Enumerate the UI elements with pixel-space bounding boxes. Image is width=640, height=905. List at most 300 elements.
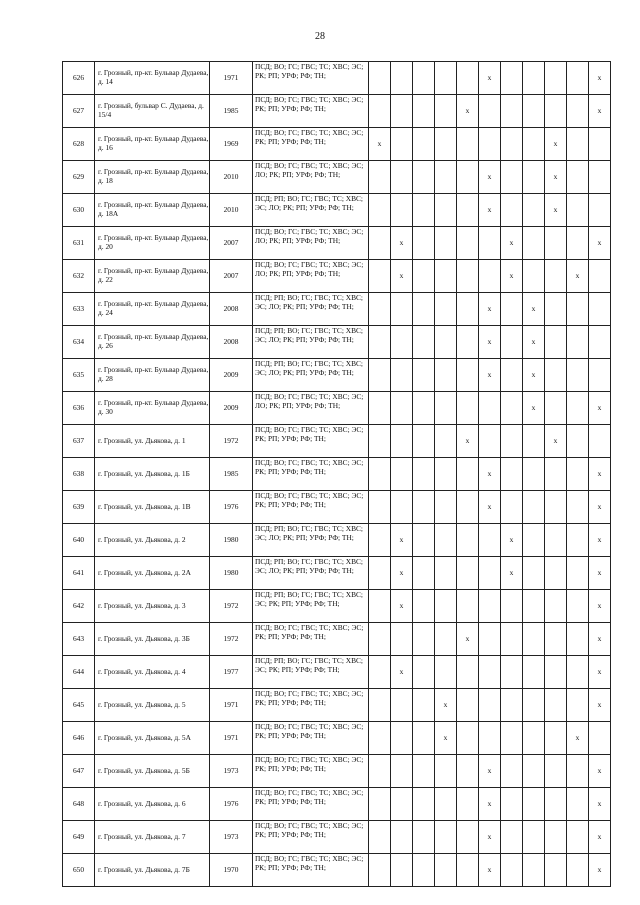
period-mark-cell — [413, 524, 435, 557]
period-mark-cell — [413, 755, 435, 788]
construction-year: 2008 — [210, 326, 253, 359]
period-mark-cell — [523, 293, 545, 326]
period-mark-cell — [523, 392, 545, 425]
period-mark-cell — [369, 656, 391, 689]
period-mark-cell — [501, 293, 523, 326]
mark-x: x — [597, 567, 602, 577]
period-mark-cell — [391, 293, 413, 326]
mark-x: x — [443, 732, 448, 742]
table-row — [63, 95, 611, 128]
period-mark-cell — [589, 524, 611, 557]
period-mark-cell — [523, 623, 545, 656]
row-number: 639 — [63, 491, 95, 524]
building-systems: ПСД; ВО; ГС; ГВС; ТС; ХВС; ЭС; РК; РП; УРФ; РФ; ТН; — [253, 95, 369, 128]
mark-x: x — [399, 270, 404, 280]
period-mark-cell — [589, 392, 611, 425]
building-systems: ПСД; РП; ВО; ГС; ГВС; ТС; ХВС; ЭС; ЛО; РК; РП; УРФ; РФ; ТН; — [253, 194, 369, 227]
mark-x: x — [399, 666, 404, 676]
period-mark-cell — [479, 359, 501, 392]
period-mark-cell — [413, 557, 435, 590]
table-row — [63, 293, 611, 326]
period-mark-cell — [435, 128, 457, 161]
building-systems: ПСД; ВО; ГС; ГВС; ТС; ХВС; ЭС; РК; РП; УРФ; РФ; ТН; — [253, 491, 369, 524]
table-row — [63, 491, 611, 524]
mark-x: x — [597, 633, 602, 643]
building-systems: ПСД; ВО; ГС; ГВС; ТС; ХВС; ЭС; РК; РП; УРФ; РФ; ТН; — [253, 722, 369, 755]
period-mark-cell — [479, 128, 501, 161]
building-systems: ПСД; ВО; ГС; ГВС; ТС; ХВС; ЭС; РК; РП; УРФ; РФ; ТН; — [253, 788, 369, 821]
period-mark-cell — [523, 260, 545, 293]
period-mark-cell — [391, 755, 413, 788]
building-systems: ПСД; ВО; ГС; ГВС; ТС; ХВС; ЭС; РК; РП; УРФ; РФ; ТН; — [253, 425, 369, 458]
building-systems: ПСД; РП; ВО; ГС; ГВС; ТС; ХВС; ЭС; ЛО; РК; РП; УРФ; РФ; ТН; — [253, 326, 369, 359]
period-mark-cell — [567, 128, 589, 161]
period-mark-cell — [589, 656, 611, 689]
period-mark-cell — [369, 227, 391, 260]
period-mark-cell — [501, 491, 523, 524]
mark-x: x — [597, 798, 602, 808]
construction-year: 1976 — [210, 788, 253, 821]
table-row — [63, 62, 611, 95]
period-mark-cell — [391, 260, 413, 293]
construction-year: 1977 — [210, 656, 253, 689]
period-mark-cell — [457, 194, 479, 227]
period-mark-cell — [479, 854, 501, 887]
period-mark-cell — [567, 590, 589, 623]
period-mark-cell — [501, 458, 523, 491]
building-address: г. Грозный, пр-кт. Бульвар Дудаева, д. 22 — [95, 260, 210, 293]
period-mark-cell — [567, 359, 589, 392]
period-mark-cell — [523, 326, 545, 359]
period-mark-cell — [589, 260, 611, 293]
period-mark-cell — [567, 227, 589, 260]
period-mark-cell — [457, 359, 479, 392]
mark-x: x — [553, 435, 558, 445]
building-address: г. Грозный, пр-кт. Бульвар Дудаева, д. 16 — [95, 128, 210, 161]
period-mark-cell — [391, 359, 413, 392]
period-mark-cell — [567, 62, 589, 95]
construction-year: 1972 — [210, 425, 253, 458]
period-mark-cell — [391, 425, 413, 458]
period-mark-cell — [523, 722, 545, 755]
table-row — [63, 458, 611, 491]
construction-year: 1980 — [210, 557, 253, 590]
mark-x: x — [597, 864, 602, 874]
period-mark-cell — [457, 95, 479, 128]
table-body — [63, 62, 611, 887]
mark-x: x — [553, 171, 558, 181]
period-mark-cell — [589, 62, 611, 95]
building-address: г. Грозный, ул. Дьякова, д. 5 — [95, 689, 210, 722]
period-mark-cell — [369, 293, 391, 326]
construction-year: 2007 — [210, 260, 253, 293]
period-mark-cell — [545, 656, 567, 689]
period-mark-cell — [589, 821, 611, 854]
period-mark-cell — [435, 557, 457, 590]
mark-x: x — [399, 600, 404, 610]
construction-year: 1976 — [210, 491, 253, 524]
period-mark-cell — [391, 194, 413, 227]
period-mark-cell — [589, 491, 611, 524]
period-mark-cell — [589, 326, 611, 359]
period-mark-cell — [589, 458, 611, 491]
mark-x: x — [487, 468, 492, 478]
building-systems: ПСД; ВО; ГС; ГВС; ТС; ХВС; ЭС; РК; РП; УРФ; РФ; ТН; — [253, 623, 369, 656]
mark-x: x — [597, 600, 602, 610]
period-mark-cell — [413, 326, 435, 359]
period-mark-cell — [457, 854, 479, 887]
period-mark-cell — [479, 491, 501, 524]
period-mark-cell — [545, 161, 567, 194]
period-mark-cell — [413, 392, 435, 425]
period-mark-cell — [501, 62, 523, 95]
period-mark-cell — [457, 821, 479, 854]
period-mark-cell — [391, 623, 413, 656]
period-mark-cell — [435, 491, 457, 524]
period-mark-cell — [479, 194, 501, 227]
mark-x: x — [487, 369, 492, 379]
mark-x: x — [465, 435, 470, 445]
period-mark-cell — [589, 128, 611, 161]
period-mark-cell — [501, 623, 523, 656]
period-mark-cell — [567, 95, 589, 128]
table-row — [63, 854, 611, 887]
period-mark-cell — [457, 788, 479, 821]
period-mark-cell — [589, 689, 611, 722]
period-mark-cell — [391, 161, 413, 194]
period-mark-cell — [413, 161, 435, 194]
period-mark-cell — [413, 656, 435, 689]
mark-x: x — [377, 138, 382, 148]
building-systems: ПСД; ВО; ГС; ГВС; ТС; ХВС; ЭС; РК; РП; УРФ; РФ; ТН; — [253, 128, 369, 161]
period-mark-cell — [545, 524, 567, 557]
period-mark-cell — [369, 524, 391, 557]
period-mark-cell — [567, 722, 589, 755]
building-address: г. Грозный, пр-кт. Бульвар Дудаева, д. 24 — [95, 293, 210, 326]
period-mark-cell — [479, 227, 501, 260]
period-mark-cell — [413, 95, 435, 128]
mark-x: x — [487, 765, 492, 775]
period-mark-cell — [391, 128, 413, 161]
table-row — [63, 821, 611, 854]
mark-x: x — [531, 402, 536, 412]
row-number: 650 — [63, 854, 95, 887]
mark-x: x — [509, 534, 514, 544]
period-mark-cell — [457, 458, 479, 491]
mark-x: x — [465, 105, 470, 115]
mark-x: x — [399, 534, 404, 544]
period-mark-cell — [457, 656, 479, 689]
building-address: г. Грозный, ул. Дьякова, д. 3Б — [95, 623, 210, 656]
period-mark-cell — [435, 524, 457, 557]
period-mark-cell — [479, 590, 501, 623]
period-mark-cell — [545, 722, 567, 755]
period-mark-cell — [457, 689, 479, 722]
period-mark-cell — [479, 62, 501, 95]
row-number: 634 — [63, 326, 95, 359]
period-mark-cell — [369, 128, 391, 161]
period-mark-cell — [457, 392, 479, 425]
period-mark-cell — [589, 359, 611, 392]
building-address: г. Грозный, ул. Дьякова, д. 4 — [95, 656, 210, 689]
period-mark-cell — [435, 656, 457, 689]
period-mark-cell — [567, 524, 589, 557]
period-mark-cell — [391, 854, 413, 887]
period-mark-cell — [435, 854, 457, 887]
period-mark-cell — [413, 359, 435, 392]
construction-year: 1971 — [210, 62, 253, 95]
mark-x: x — [597, 72, 602, 82]
mark-x: x — [509, 567, 514, 577]
period-mark-cell — [413, 458, 435, 491]
period-mark-cell — [413, 854, 435, 887]
period-mark-cell — [369, 392, 391, 425]
period-mark-cell — [501, 821, 523, 854]
row-number: 628 — [63, 128, 95, 161]
period-mark-cell — [523, 425, 545, 458]
period-mark-cell — [567, 293, 589, 326]
period-mark-cell — [435, 326, 457, 359]
period-mark-cell — [545, 623, 567, 656]
period-mark-cell — [413, 722, 435, 755]
row-number: 646 — [63, 722, 95, 755]
mark-x: x — [531, 303, 536, 313]
period-mark-cell — [523, 227, 545, 260]
table-row — [63, 590, 611, 623]
period-mark-cell — [545, 62, 567, 95]
period-mark-cell — [523, 524, 545, 557]
row-number: 649 — [63, 821, 95, 854]
period-mark-cell — [435, 392, 457, 425]
mark-x: x — [487, 303, 492, 313]
construction-year: 1985 — [210, 458, 253, 491]
row-number: 647 — [63, 755, 95, 788]
period-mark-cell — [523, 854, 545, 887]
period-mark-cell — [501, 260, 523, 293]
mark-x: x — [487, 336, 492, 346]
construction-year: 1971 — [210, 722, 253, 755]
period-mark-cell — [523, 194, 545, 227]
period-mark-cell — [567, 194, 589, 227]
period-mark-cell — [457, 161, 479, 194]
mark-x: x — [553, 204, 558, 214]
period-mark-cell — [501, 425, 523, 458]
row-number: 636 — [63, 392, 95, 425]
building-systems: ПСД; ВО; ГС; ГВС; ТС; ХВС; ЭС; РК; РП; УРФ; РФ; ТН; — [253, 821, 369, 854]
period-mark-cell — [479, 722, 501, 755]
mark-x: x — [597, 237, 602, 247]
building-address: г. Грозный, пр-кт. Бульвар Дудаева, д. 26 — [95, 326, 210, 359]
row-number: 632 — [63, 260, 95, 293]
period-mark-cell — [369, 590, 391, 623]
period-mark-cell — [479, 788, 501, 821]
period-mark-cell — [545, 359, 567, 392]
period-mark-cell — [391, 227, 413, 260]
building-address: г. Грозный, пр-кт. Бульвар Дудаева, д. 30 — [95, 392, 210, 425]
period-mark-cell — [567, 260, 589, 293]
building-systems: ПСД; ВО; ГС; ГВС; ТС; ХВС; ЭС; ЛО; РК; РП; УРФ; РФ; ТН; — [253, 260, 369, 293]
period-mark-cell — [523, 458, 545, 491]
period-mark-cell — [457, 557, 479, 590]
period-mark-cell — [413, 227, 435, 260]
period-mark-cell — [413, 293, 435, 326]
period-mark-cell — [391, 788, 413, 821]
period-mark-cell — [479, 425, 501, 458]
period-mark-cell — [589, 854, 611, 887]
period-mark-cell — [501, 95, 523, 128]
period-mark-cell — [589, 227, 611, 260]
period-mark-cell — [501, 128, 523, 161]
period-mark-cell — [457, 227, 479, 260]
building-systems: ПСД; РП; ВО; ГС; ГВС; ТС; ХВС; ЭС; ЛО; РК; РП; УРФ; РФ; ТН; — [253, 293, 369, 326]
building-address: г. Грозный, ул. Дьякова, д. 7 — [95, 821, 210, 854]
period-mark-cell — [523, 161, 545, 194]
period-mark-cell — [391, 524, 413, 557]
period-mark-cell — [479, 326, 501, 359]
period-mark-cell — [501, 227, 523, 260]
building-systems: ПСД; РП; ВО; ГС; ГВС; ТС; ХВС; ЭС; РК; РП; УРФ; РФ; ТН; — [253, 590, 369, 623]
mark-x: x — [575, 270, 580, 280]
period-mark-cell — [435, 425, 457, 458]
period-mark-cell — [435, 227, 457, 260]
period-mark-cell — [435, 458, 457, 491]
table-row — [63, 788, 611, 821]
period-mark-cell — [413, 260, 435, 293]
period-mark-cell — [589, 590, 611, 623]
period-mark-cell — [369, 260, 391, 293]
period-mark-cell — [545, 425, 567, 458]
period-mark-cell — [479, 293, 501, 326]
building-systems: ПСД; РП; ВО; ГС; ГВС; ТС; ХВС; ЭС; ЛО; РК; РП; УРФ; РФ; ТН; — [253, 524, 369, 557]
period-mark-cell — [435, 590, 457, 623]
building-address: г. Грозный, пр-кт. Бульвар Дудаева, д. 18А — [95, 194, 210, 227]
period-mark-cell — [369, 425, 391, 458]
mark-x: x — [487, 204, 492, 214]
row-number: 631 — [63, 227, 95, 260]
period-mark-cell — [589, 293, 611, 326]
period-mark-cell — [545, 326, 567, 359]
table-row — [63, 227, 611, 260]
row-number: 626 — [63, 62, 95, 95]
period-mark-cell — [369, 755, 391, 788]
mark-x: x — [487, 72, 492, 82]
period-mark-cell — [589, 95, 611, 128]
period-mark-cell — [435, 821, 457, 854]
period-mark-cell — [435, 359, 457, 392]
period-mark-cell — [567, 788, 589, 821]
period-mark-cell — [501, 689, 523, 722]
period-mark-cell — [369, 788, 391, 821]
building-systems: ПСД; РП; ВО; ГС; ГВС; ТС; ХВС; ЭС; ЛО; РК; РП; УРФ; РФ; ТН; — [253, 359, 369, 392]
period-mark-cell — [457, 326, 479, 359]
mark-x: x — [597, 501, 602, 511]
period-mark-cell — [523, 359, 545, 392]
period-mark-cell — [567, 161, 589, 194]
period-mark-cell — [523, 95, 545, 128]
construction-year: 2009 — [210, 392, 253, 425]
mark-x: x — [575, 732, 580, 742]
period-mark-cell — [567, 491, 589, 524]
period-mark-cell — [479, 821, 501, 854]
period-mark-cell — [457, 590, 479, 623]
construction-year: 1970 — [210, 854, 253, 887]
period-mark-cell — [457, 62, 479, 95]
row-number: 633 — [63, 293, 95, 326]
building-address: г. Грозный, пр-кт. Бульвар Дудаева, д. 18 — [95, 161, 210, 194]
period-mark-cell — [589, 161, 611, 194]
row-number: 627 — [63, 95, 95, 128]
mark-x: x — [597, 765, 602, 775]
building-address: г. Грозный, пр-кт. Бульвар Дудаева, д. 20 — [95, 227, 210, 260]
mark-x: x — [465, 633, 470, 643]
table-row — [63, 689, 611, 722]
table-row — [63, 656, 611, 689]
period-mark-cell — [567, 557, 589, 590]
period-mark-cell — [501, 590, 523, 623]
period-mark-cell — [369, 623, 391, 656]
building-address: г. Грозный, бульвар С. Дудаева, д. 15/4 — [95, 95, 210, 128]
period-mark-cell — [479, 623, 501, 656]
period-mark-cell — [479, 392, 501, 425]
period-mark-cell — [545, 260, 567, 293]
period-mark-cell — [523, 491, 545, 524]
period-mark-cell — [567, 458, 589, 491]
period-mark-cell — [523, 689, 545, 722]
period-mark-cell — [567, 425, 589, 458]
period-mark-cell — [501, 194, 523, 227]
period-mark-cell — [479, 161, 501, 194]
building-address: г. Грозный, ул. Дьякова, д. 5А — [95, 722, 210, 755]
period-mark-cell — [589, 722, 611, 755]
period-mark-cell — [413, 788, 435, 821]
period-mark-cell — [589, 425, 611, 458]
mark-x: x — [487, 831, 492, 841]
period-mark-cell — [369, 491, 391, 524]
period-mark-cell — [545, 293, 567, 326]
row-number: 643 — [63, 623, 95, 656]
mark-x: x — [531, 369, 536, 379]
construction-year: 1971 — [210, 689, 253, 722]
table-row — [63, 623, 611, 656]
construction-year: 2008 — [210, 293, 253, 326]
row-number: 648 — [63, 788, 95, 821]
period-mark-cell — [457, 755, 479, 788]
period-mark-cell — [479, 260, 501, 293]
period-mark-cell — [391, 62, 413, 95]
period-mark-cell — [369, 854, 391, 887]
period-mark-cell — [589, 623, 611, 656]
period-mark-cell — [391, 392, 413, 425]
period-mark-cell — [391, 689, 413, 722]
period-mark-cell — [391, 590, 413, 623]
period-mark-cell — [435, 722, 457, 755]
period-mark-cell — [479, 458, 501, 491]
period-mark-cell — [369, 722, 391, 755]
mark-x: x — [597, 666, 602, 676]
period-mark-cell — [391, 821, 413, 854]
period-mark-cell — [369, 359, 391, 392]
period-mark-cell — [391, 458, 413, 491]
period-mark-cell — [567, 821, 589, 854]
construction-year: 1973 — [210, 755, 253, 788]
construction-year: 1985 — [210, 95, 253, 128]
period-mark-cell — [501, 161, 523, 194]
building-address: г. Грозный, пр-кт. Бульвар Дудаева, д. 28 — [95, 359, 210, 392]
construction-year: 1980 — [210, 524, 253, 557]
period-mark-cell — [413, 62, 435, 95]
construction-year: 2010 — [210, 161, 253, 194]
building-address: г. Грозный, ул. Дьякова, д. 3 — [95, 590, 210, 623]
